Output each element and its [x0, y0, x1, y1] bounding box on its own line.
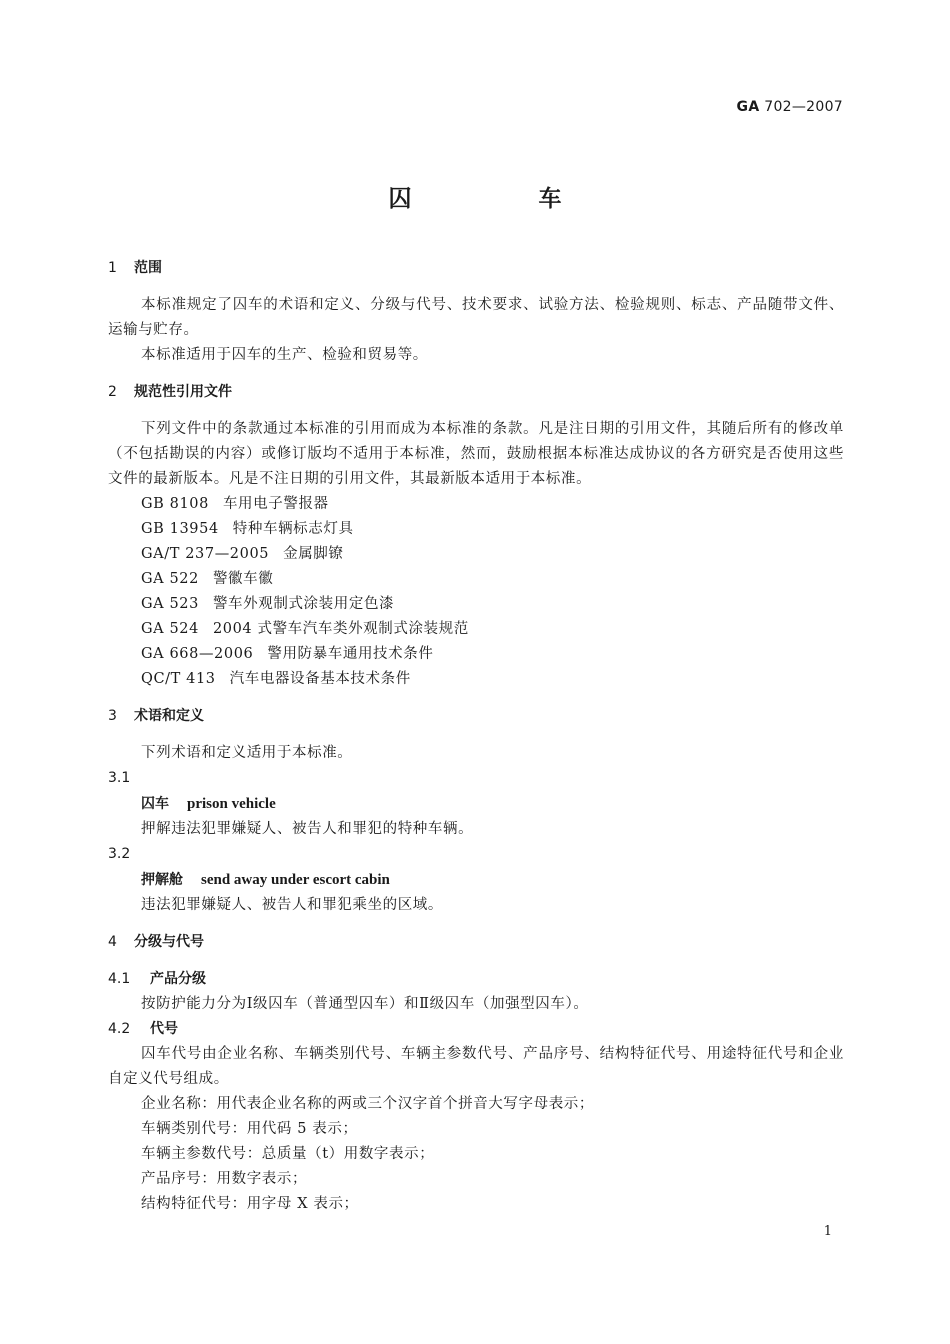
reference-item: [108, 542, 844, 567]
reference-code: GA 523: [141, 596, 199, 612]
section-2-paragraph-1: 下列文件中的条款通过本标准的引用而成为本标准的条款。凡是注日期的引用文件，其随后所有的修改单（不包括勘误的内容）或修订版均不适用于本标准，然而，鼓励根据本标准达成协议的各方研究是否使用这些文件的最新版本。凡是不注日期的引用文件，其最新版本适用于本标准。: [108, 421, 844, 487]
term-name: [108, 867, 844, 893]
document-body: [108, 256, 844, 1217]
document-title: 囚 车: [388, 186, 614, 212]
reference-name: 特种车辆标志灯具: [232, 521, 354, 537]
reference-item: [108, 492, 844, 517]
standard-prefix: GA: [736, 99, 760, 115]
reference-item: [108, 642, 844, 667]
reference-code: GA 522: [141, 571, 199, 587]
reference-item: [108, 567, 844, 592]
subsection-4-2-paragraph: 囚车代号由企业名称、车辆类别代号、车辆主参数代号、产品序号、结构特征代号、用途特征代号和企业自定义代号组成。: [108, 1046, 844, 1087]
subsection-4-1-paragraph: 按防护能力分为Ⅰ级囚车（普通型囚车）和Ⅱ级囚车（加强型囚车）。: [141, 996, 589, 1012]
subsection-number: 4.1: [108, 971, 131, 987]
reference-code: GA 524: [141, 621, 199, 637]
reference-code: GB 13954: [141, 521, 219, 537]
reference-item: [108, 617, 844, 642]
term-name-chinese: 押解舱: [141, 872, 183, 888]
section-2-heading: [108, 380, 844, 405]
term-name-english: prison vehicle: [187, 796, 276, 812]
reference-name: 2004 式警车汽车类外观制式涂装规范: [212, 621, 469, 637]
term-name-english: send away under escort cabin: [201, 872, 390, 888]
standard-code: [737, 99, 843, 115]
subsection-title: 产品分级: [150, 971, 206, 987]
reference-name: 车用电子警报器: [222, 496, 329, 512]
reference-item: [108, 592, 844, 617]
reference-name: 警用防暴车通用技术条件: [267, 646, 434, 662]
section-number: 2: [108, 384, 117, 400]
code-component-item: 车辆主参数代号：总质量（t）用数字表示；: [141, 1146, 435, 1162]
term-number: 3.1: [108, 770, 131, 786]
term-name: [108, 791, 844, 817]
code-component-item: 结构特征代号：用字母 X 表示；: [141, 1196, 359, 1212]
reference-code: QC/T 413: [141, 671, 216, 687]
section-number: 4: [108, 934, 117, 950]
reference-name: 警徽车徽: [212, 571, 274, 587]
section-1-paragraph-1: 本标准规定了囚车的术语和定义、分级与代号、技术要求、试验方法、检验规则、标志、产品随带文件、运输与贮存。: [108, 297, 844, 338]
section-title: 规范性引用文件: [134, 384, 232, 400]
section-1-paragraph-2: 本标准适用于囚车的生产、检验和贸易等。: [141, 347, 428, 363]
reference-code: GA 668—2006: [141, 646, 254, 662]
code-component-item: 车辆类别代号：用代码 5 表示；: [141, 1121, 358, 1137]
page-number: 1: [823, 1224, 832, 1239]
subsection-4-2-heading: [108, 1017, 844, 1042]
section-title: 术语和定义: [134, 708, 204, 724]
term-definition: 违法犯罪嫌疑人、被告人和罪犯乘坐的区域。: [141, 897, 443, 913]
subsection-number: 4.2: [108, 1021, 131, 1037]
section-3-heading: [108, 704, 844, 729]
section-number: 3: [108, 708, 117, 724]
reference-name: 汽车电器设备基本技术条件: [229, 671, 411, 687]
section-1-heading: [108, 256, 844, 281]
subsection-title: 代号: [150, 1021, 178, 1037]
code-component-item: 企业名称：用代表企业名称的两或三个汉字首个拼音大写字母表示；: [141, 1096, 594, 1112]
reference-name: 警车外观制式涂装用定色漆: [212, 596, 395, 612]
reference-code: GB 8108: [141, 496, 209, 512]
section-4-heading: [108, 930, 844, 955]
reference-name: 金属脚镣: [283, 546, 344, 562]
section-title: 范围: [134, 260, 162, 276]
standard-number: 702—2007: [764, 99, 843, 115]
code-component-item: 产品序号：用数字表示；: [141, 1171, 308, 1187]
term-name-chinese: 囚车: [141, 796, 169, 812]
section-title: 分级与代号: [134, 934, 204, 950]
reference-code: GA/T 237—2005: [141, 546, 270, 562]
reference-item: [108, 667, 844, 692]
section-number: 1: [108, 260, 117, 276]
subsection-4-1-heading: [108, 967, 844, 992]
reference-item: [108, 517, 844, 542]
term-definition: 押解违法犯罪嫌疑人、被告人和罪犯的特种车辆。: [141, 821, 474, 837]
section-3-paragraph-1: 下列术语和定义适用于本标准。: [141, 745, 353, 761]
term-number: 3.2: [108, 846, 131, 862]
